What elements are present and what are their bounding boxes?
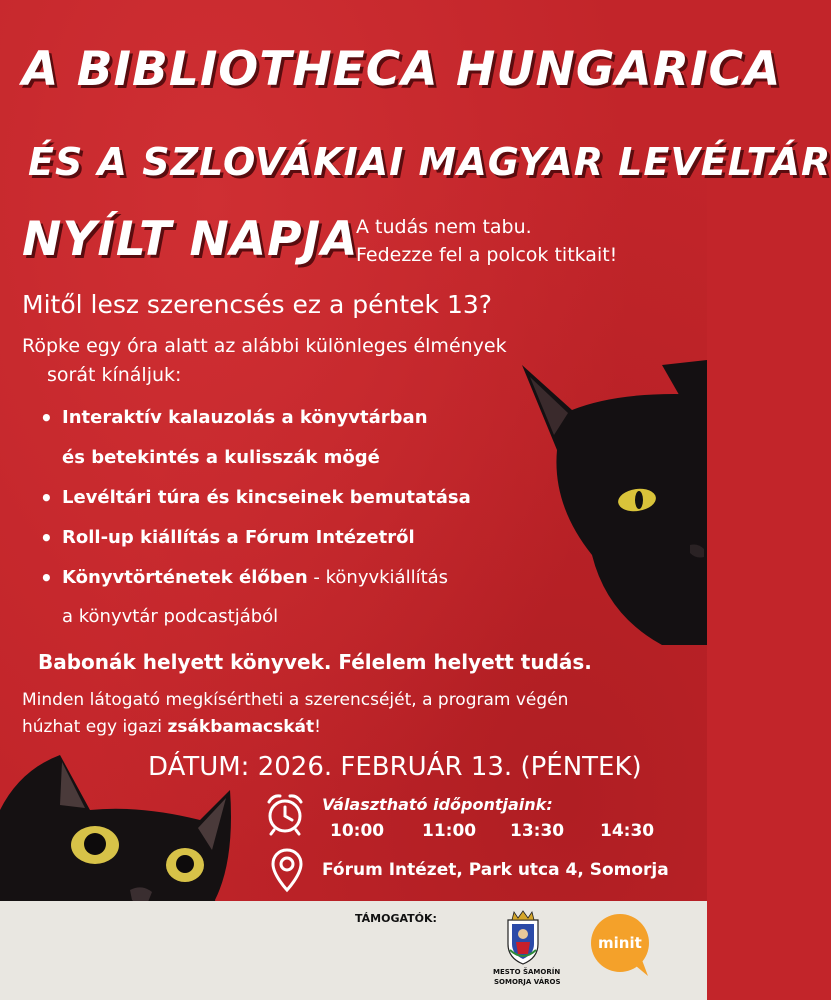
info-highlight: zsákbamacskát — [167, 717, 315, 737]
time-slot: 13:30 — [510, 821, 565, 841]
minit-logo — [586, 912, 656, 978]
info-line-1: Minden látogató megkísértheti a szerencséjét, a program végén — [22, 690, 569, 710]
program-item-4-continued: a könyvtár podcastjából — [62, 606, 279, 627]
alarm-clock-icon — [264, 792, 306, 836]
program-item-4-bold: Könyvtörténetek élőben — [62, 567, 308, 588]
info-line-2-start: húzhat egy igazi — [22, 717, 168, 737]
title-line-2: ÉS A SZLOVÁKIAI MAGYAR LEVÉLTÁR — [28, 140, 831, 184]
question-heading: Mitől lesz szerencsés ez a péntek 13? — [22, 290, 493, 319]
program-item-1-text: Interaktív kalauzolás a könyvtárban — [62, 407, 428, 428]
title-line-3: NYÍLT NAPJA — [22, 212, 359, 267]
info-line-2 — [22, 717, 321, 737]
samorin-coat-of-arms-icon — [500, 910, 546, 966]
program-item-2-text: Levéltári túra és kincseinek bemutatása — [62, 487, 471, 508]
slogan: Babonák helyett könyvek. Félelem helyett tudás. — [38, 650, 592, 674]
black-cat-right-image — [512, 355, 707, 645]
bullet: • — [40, 486, 53, 510]
program-item-4 — [40, 558, 471, 598]
program-item-1-text-2: és betekintés a kulisszák mögé — [62, 447, 380, 468]
program-item-2 — [40, 478, 471, 518]
times-label: Választható időpontjaink: — [322, 795, 553, 814]
time-slot: 14:30 — [600, 821, 655, 841]
time-slot: 10:00 — [330, 821, 385, 841]
intro-line-2: sorát kínáljuk: — [47, 364, 182, 386]
program-item-4-rest: - könyvkiállítás — [307, 567, 449, 588]
minit-logo-text: minit — [598, 934, 642, 952]
bullet: • — [40, 526, 53, 550]
program-item-1 — [40, 398, 471, 438]
program-item-3-text: Roll-up kiállítás a Fórum Intézetről — [62, 527, 415, 548]
event-date: DÁTUM: 2026. FEBRUÁR 13. (PÉNTEK) — [148, 752, 642, 782]
time-slot: 11:00 — [422, 821, 477, 841]
crest-caption-1: MESTO ŠAMORÍN — [493, 968, 561, 976]
event-location: Fórum Intézet, Park utca 4, Somorja — [322, 860, 669, 880]
info-line-2-end: ! — [314, 717, 321, 737]
title-line-1: A BIBLIOTHECA HUNGARICA — [22, 42, 782, 97]
location-pin-icon — [270, 847, 304, 893]
tagline-line-1: A tudás nem tabu. — [356, 216, 532, 238]
program-item-3 — [40, 518, 471, 558]
intro-line-1: Röpke egy óra alatt az alábbi különleges élmények — [22, 335, 507, 357]
sponsors-label: TÁMOGATÓK: — [355, 912, 437, 925]
bullet: • — [40, 406, 53, 430]
bullet: • — [40, 566, 53, 590]
crest-caption-2: SOMORJA VÁROS — [494, 978, 561, 986]
program-list — [40, 398, 471, 636]
tagline-line-2: Fedezze fel a polcok titkait! — [356, 244, 618, 266]
program-item-1-continued — [40, 438, 471, 478]
